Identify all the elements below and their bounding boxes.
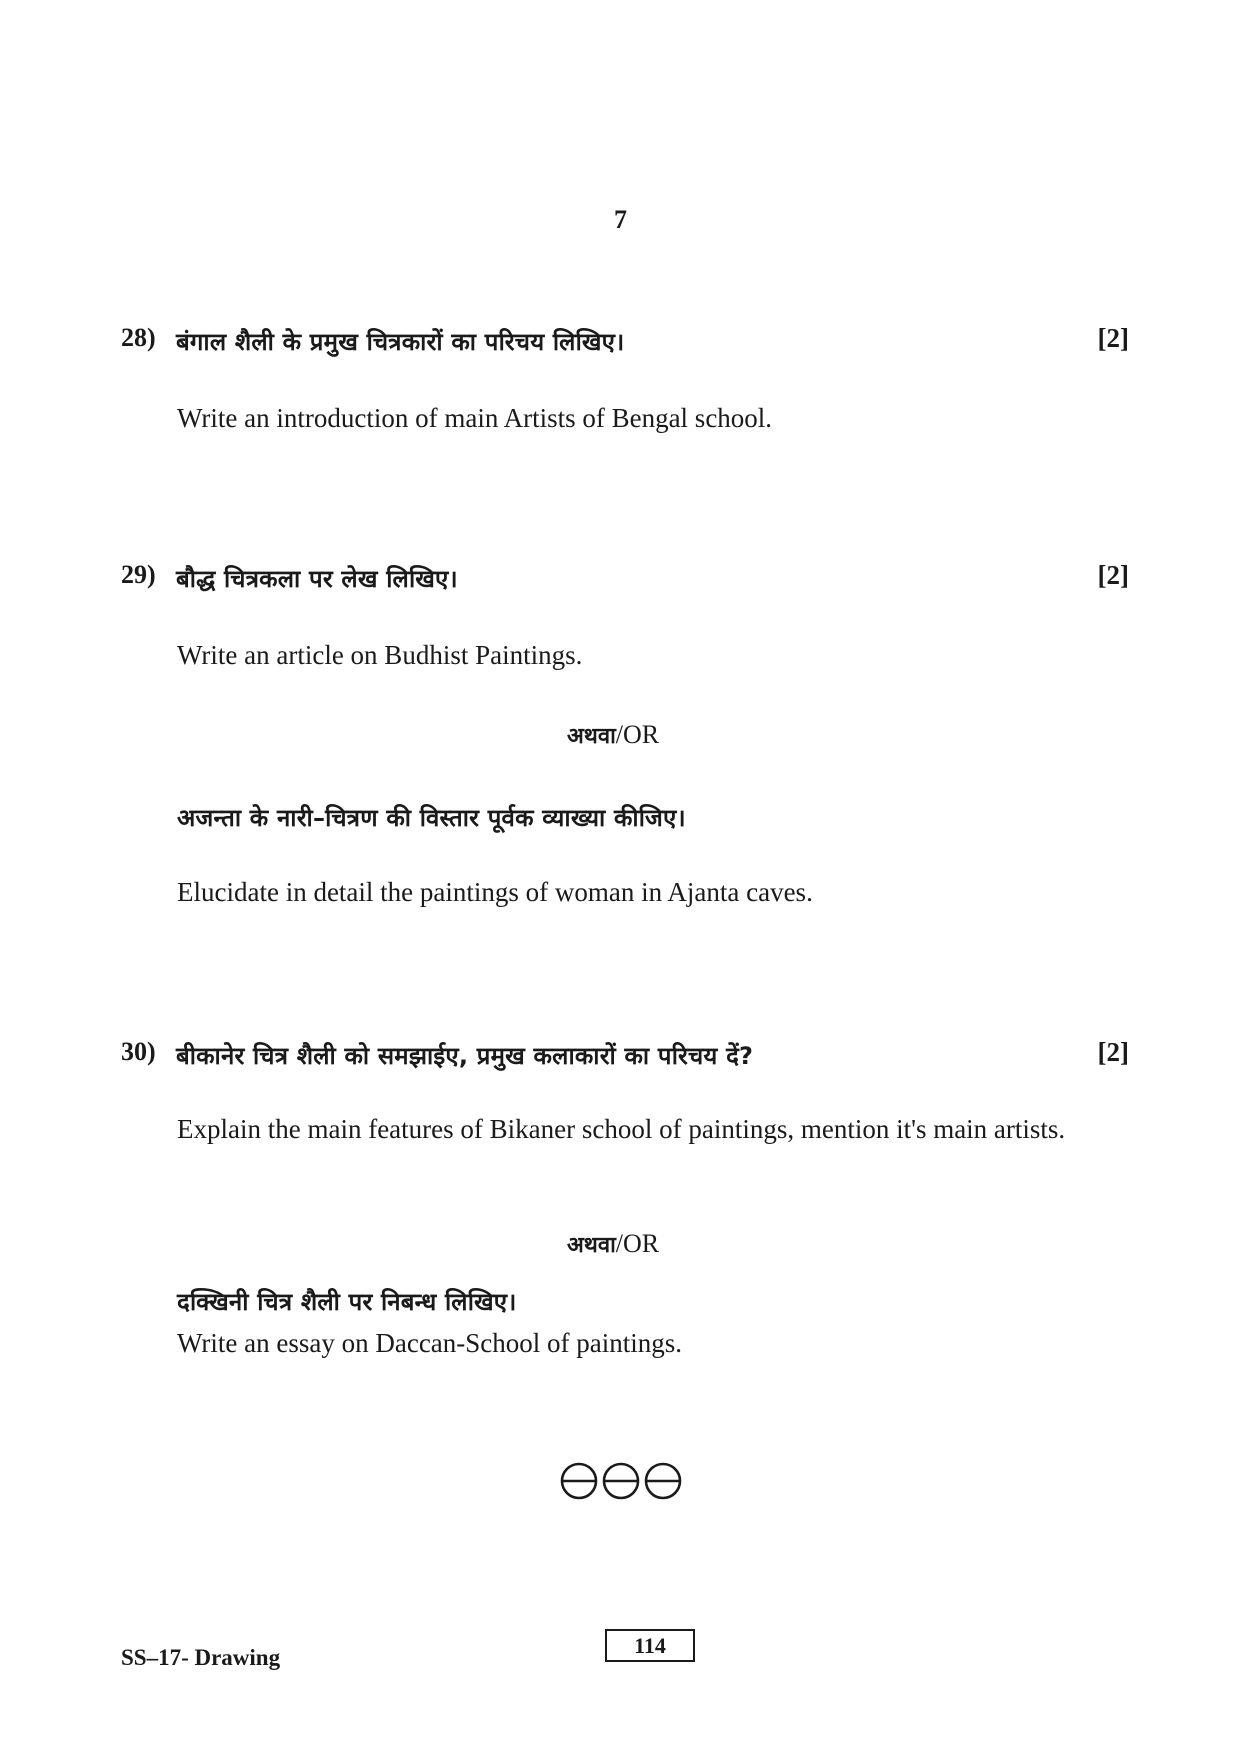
question-number: 28) [121,323,156,352]
marks-label: [2] [1097,323,1129,353]
question-text-english: Write an introduction of main Artists of Bengal school. [177,403,773,433]
or-hindi: अथवा [567,724,616,749]
question-text-hindi: बीकानेर चित्र शैली को समझाईए, प्रमुख कलाकारों का परिचय दें? [176,1042,754,1070]
or-separator [567,720,659,750]
or-hindi: अथवा [567,1233,616,1258]
or-english: /OR [615,1229,660,1258]
marks-label: [2] [1097,1037,1129,1067]
or-separator [567,1229,659,1259]
question-number: 29) [121,560,156,589]
sheet-number-box: 114 [605,1629,695,1662]
page-number: 7 [614,205,627,234]
alternative-question-hindi: दक्खिनी चित्र शैली पर निबन्ध लिखिए। [177,1288,517,1316]
or-english: /OR [615,720,660,749]
question-text-hindi: बंगाल शैली के प्रमुख चित्रकारों का परिचय लिखिए। [176,328,625,356]
three-circled-minus-icon [558,1460,684,1502]
question-text-hindi: बौद्ध चित्रकला पर लेख लिखिए। [176,565,458,593]
alternative-question-english: Elucidate in detail the paintings of woman in Ajanta caves. [177,877,813,907]
question-text-english: Explain the main features of Bikaner school of paintings, mention it's main artists. [177,1114,1066,1144]
alternative-question-hindi: अजन्ता के नारी–चित्रण की विस्तार पूर्वक व्याख्या कीजिए। [177,804,686,832]
marks-label: [2] [1097,560,1129,590]
question-text-english: Write an article on Budhist Paintings. [177,640,583,670]
end-of-paper-mark [0,1460,1241,1507]
paper-code: SS–17- Drawing [121,1645,281,1670]
question-number: 30) [121,1037,156,1066]
alternative-question-english: Write an essay on Daccan-School of paintings. [177,1328,683,1358]
